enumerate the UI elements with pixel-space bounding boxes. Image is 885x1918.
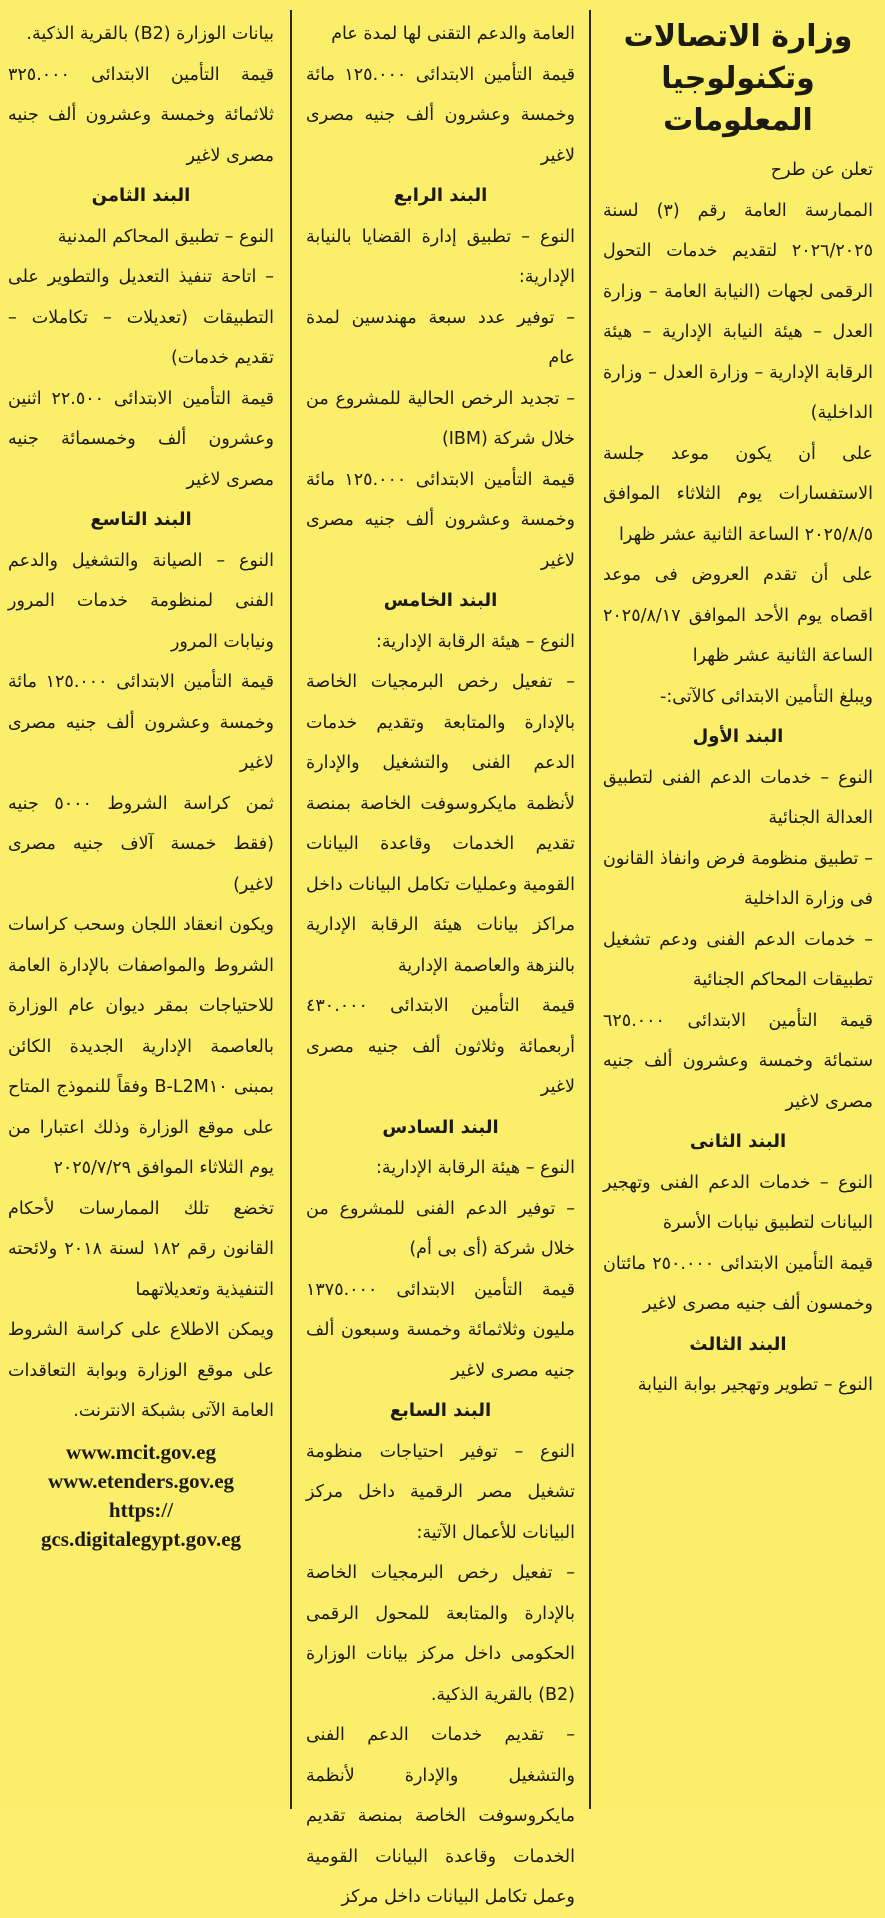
section-heading: البند الخامس [383, 590, 498, 611]
url-gcs[interactable]: gcs.digitalegypt.gov.eg [40, 1526, 242, 1551]
column-divider [290, 10, 292, 1809]
section-heading: البند الثانى [689, 1131, 787, 1152]
section-body: النوع – تطبيق المحاكم المدنية – اتاحة تنفيذ التعديل والتطوير على التطبيقات (تعديلات – تكاملات – تقديم خدمات) قيمة التأمين الابتدائى ٢٢.٥٠٠ اثنين وعشرون ألف وخمسمائة جنيه مصرى لاغير [8, 226, 274, 490]
website-links [8, 1438, 274, 1554]
section-heading: البند الثامن [91, 185, 191, 206]
section-heading: البند السابع [389, 1400, 492, 1421]
column-left [0, 0, 288, 1809]
section-body: النوع – الصيانة والتشغيل والدعم الفنى لمنظومة خدمات المرور ونيابات المرور قيمة التأمين الابتدائى ١٢٥.٠٠٠ مائة وخمسة وعشرون ألف جنيه مصرى لاغير ثمن كراسة الشروط ٥٠٠٠ جنيه (فقط خمسة آلاف جنيه مصرى لاغير) ويكون انعقاد اللجان وسحب كراسات الشروط والمواصفات بالإدارة العامة للاحتياجات بمقر ديوان عام الوزارة بالعاصمة الإدارية الجديدة الكائن بمبنى B-L2M١٠ وفقاً للنموذج المتاح على موقع الوزارة وذلك اعتبارا من يوم الثلاثاء الموافق ٢٠٢٥/٧/٢٩ تخضع تلك الممارسات لأحكام القانون رقم ١٨٢ لسنة ٢٠١٨ ولائحته التنفيذية وتعديلاتهما ويمكن الاطلاع على كراسة الشروط على موقع الوزارة وبوابة التعاقدات العامة الآتى بشبكة الانترنت. [8, 550, 274, 1421]
section-body: النوع – تطوير وتهجير بوابة النيابة [637, 1375, 873, 1395]
section-heading: البند التاسع [90, 509, 192, 530]
section-body: النوع – خدمات الدعم الفنى وتهجير البيانات لتطبيق نيابات الأسرة قيمة التأمين الابتدائى ٢٥٠.٠٠٠ مائتان وخمسون ألف جنيه مصرى لاغير [603, 1172, 873, 1314]
column-divider [589, 10, 591, 1809]
section-body: بيانات الوزارة (B2) بالقرية الذكية. قيمة التأمين الابتدائى ٣٢٥.٠٠٠ ثلاثمائة وخمسة وعشرون ألف جنيه مصرى لاغير [8, 24, 274, 166]
section-body: العامة والدعم التقنى لها لمدة عام قيمة التأمين الابتدائى ١٢٥.٠٠٠ مائة وخمسة وعشرون ألف جنيه مصرى لاغير [306, 24, 575, 166]
url-etenders[interactable]: www.etenders.gov.eg [47, 1468, 235, 1493]
section-heading: البند السادس [382, 1116, 499, 1138]
section-heading: البند الأول [692, 726, 784, 747]
section-body: النوع – تطبيق إدارة القضايا بالنيابة الإدارية: – توفير عدد سبعة مهندسين لمدة عام – تجديد الرخص الحالية للمشروع من خلال شركة (IBM) قيمة التأمين الابتدائى ١٢٥.٠٠٠ مائة وخمسة وعشرون ألف جنيه مصرى لاغير [306, 226, 575, 571]
section-body: النوع – خدمات الدعم الفنى لتطبيق العدالة الجنائية – تطبيق منظومة فرض وانفاذ القانون فى وزارة الداخلية – خدمات الدعم الفنى ودعم تشغيل تطبيقات المحاكم الجنائية قيمة التأمين الابتدائى ٦٢٥.٠٠٠ ستمائة وخمسة وعشرون ألف جنيه مصرى لاغير [603, 767, 873, 1112]
section-heading: البند الثالث [689, 1333, 787, 1355]
url-gcs-prefix[interactable]: https:// [108, 1497, 174, 1522]
announcement-intro: تعلن عن طرح الممارسة العامة رقم (٣) لسنة ٢٠٢٦/٢٠٢٥ لتقديم خدمات التحول الرقمى لجهات (النيابة العامة – وزارة العدل – هيئة النيابة الإدارية – هيئة الرقابة الإدارية – وزارة العدل – وزارة الداخلية) على أن يكون موعد جلسة الاستفسارات يوم الثلاثاء الموافق ٢٠٢٥/٨/٥ الساعة الثانية عشر ظهرا على أن تقدم العروض فى موعد اقصاه يوم الأحد الموافق ٢٠٢٥/٨/١٧ الساعة الثانية عشر ظهرا ويبلغ التأمين الابتدائى كالآتى:- [603, 160, 873, 707]
section-body: النوع – توفير احتياجات منظومة تشغيل مصر الرقمية داخل مركز البيانات للأعمال الآتية: – تفعيل رخص البرمجيات الخاصة بالإدارة والمتابعة للمحول الرقمى الحكومى داخل مركز بيانات الوزارة (B2) بالقرية الذكية. – تقديم خدمات الدعم الفنى والتشغيل والإدارة لأنظمة مايكروسوفت الخاصة بمنصة تقديم الخدمات وقاعدة البيانات القومية وعمل تكامل البيانات داخل مركز [306, 1441, 575, 1907]
url-mcit[interactable]: www.mcit.gov.eg [66, 1439, 216, 1464]
column-middle [294, 0, 587, 1907]
column-right [593, 0, 885, 1809]
section-body: النوع – هيئة الرقابة الإدارية: – تفعيل رخص البرمجيات الخاصة بالإدارة والمتابعة وتقديم خدمات الدعم الفنى والتشغيل والإدارة لأنظمة مايكروسوفت الخاصة بمنصة تقديم الخدمات وقاعدة البيانات القومية وعمليات تكامل البيانات داخل مراكز بيانات هيئة الرقابة الإدارية بالنزهة والعاصمة الإدارية قيمة التأمين الابتدائى ٤٣٠.٠٠٠ أربعمائة وثلاثون ألف جنيه مصرى لاغير [306, 631, 575, 1097]
section-heading: البند الرابع [393, 185, 488, 206]
section-body: النوع – هيئة الرقابة الإدارية: – توفير الدعم الفنى للمشروع من خلال شركة (أى بى أم) قيمة التأمين الابتدائى ١٣٧٥.٠٠٠ مليون وثلاثمائة وخمسة وسبعون ألف جنيه مصرى لاغير [306, 1158, 575, 1381]
ministry-title: وزارة الاتصالات وتكنولوجيا المعلومات [623, 19, 853, 138]
